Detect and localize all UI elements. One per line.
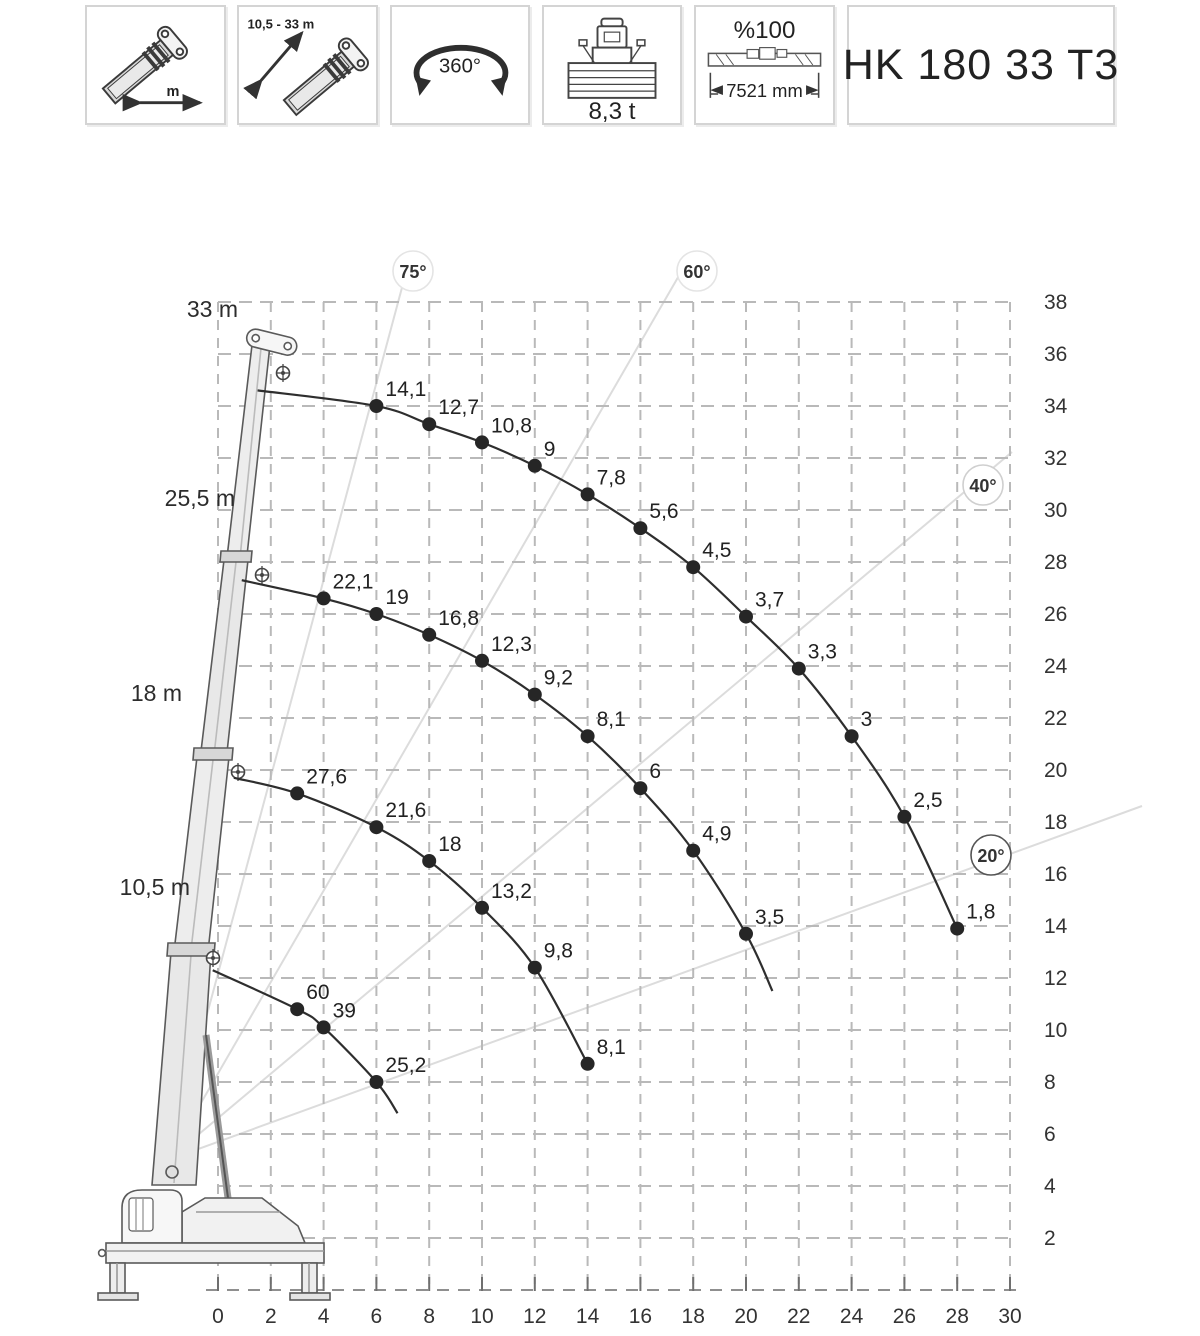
load-label: 25,2 (385, 1054, 427, 1077)
sheave-icon-1 (256, 566, 269, 584)
radius-unit-label: m (166, 83, 180, 100)
load-label: 3 (860, 708, 873, 732)
superstructure (182, 1198, 305, 1243)
outrigger-pad-left (98, 1293, 138, 1300)
angle-label-60: 60° (683, 262, 711, 282)
x-tick-label-4: 4 (317, 1305, 330, 1328)
load-point (290, 786, 304, 800)
boom-length-label-1: 25,5 m (164, 485, 235, 511)
y-tick-label-10: 10 (1044, 1019, 1068, 1042)
load-label: 18 (438, 833, 462, 856)
load-point (528, 688, 542, 702)
boom-length-range-label: 10,5 - 33 m (247, 16, 315, 32)
y-tick-label-26: 26 (1044, 603, 1068, 626)
x-tick-label-22: 22 (787, 1305, 811, 1328)
carrier-chassis (106, 1243, 324, 1263)
load-label: 10,8 (491, 414, 532, 438)
y-tick-label-18: 18 (1044, 811, 1068, 834)
load-label: 4,5 (702, 539, 732, 563)
load-label: 21,6 (385, 799, 427, 823)
load-point (633, 521, 647, 535)
load-label: 1,8 (966, 900, 996, 924)
y-tick-label-6: 6 (1044, 1123, 1056, 1146)
crane-model-name: HK 180 33 T3 (842, 40, 1120, 89)
x-tick-label-16: 16 (628, 1305, 653, 1328)
boom-section-3 (200, 560, 248, 757)
x-tick-label-2: 2 (264, 1305, 277, 1328)
capacity-curve-105m (213, 970, 427, 1113)
x-tick-label-26: 26 (892, 1305, 917, 1328)
angle-ray-40 (168, 452, 1012, 1160)
boom-length-label-0: 33 m (186, 296, 238, 322)
load-point (581, 1057, 595, 1071)
x-tick-label-6: 6 (370, 1305, 383, 1328)
load-label: 13,2 (491, 879, 532, 903)
load-label: 60 (306, 981, 330, 1005)
load-point (897, 810, 911, 824)
x-tick-label-0: 0 (212, 1305, 224, 1328)
load-label: 12,3 (491, 632, 532, 656)
load-point (792, 662, 806, 676)
load-point (686, 560, 700, 574)
boom-length-label-2: 18 m (130, 680, 182, 706)
load-label: 39 (332, 999, 356, 1023)
boom-section-4 (227, 345, 270, 560)
x-tick-label-12: 12 (523, 1305, 547, 1328)
y-tick-label-20: 20 (1044, 759, 1068, 782)
load-label: 27,6 (306, 765, 348, 789)
x-tick-label-24: 24 (839, 1305, 864, 1328)
load-label: 5,6 (649, 500, 679, 524)
angle-label-20: 20° (977, 846, 1005, 866)
outrigger-span-label: 7521 mm (726, 79, 803, 101)
load-point (950, 922, 964, 936)
y-tick-label-34: 34 (1044, 395, 1068, 418)
load-point (422, 628, 436, 642)
boom-collar-1 (220, 551, 252, 562)
load-label: 3,7 (755, 588, 785, 612)
x-tick-label-20: 20 (734, 1305, 758, 1328)
y-tick-label-14: 14 (1044, 915, 1068, 938)
load-label: 9,8 (543, 939, 574, 963)
load-label: 14,1 (385, 378, 427, 401)
load-point (581, 487, 595, 501)
y-tick-label-30: 30 (1044, 499, 1068, 522)
counterweight-mass-label: 8,3 t (588, 98, 636, 123)
load-point (290, 1002, 304, 1016)
load-label: 9,2 (543, 666, 574, 690)
load-point (739, 610, 753, 624)
load-point (845, 729, 859, 743)
y-tick-label-2: 2 (1044, 1227, 1056, 1250)
y-tick-label-22: 22 (1044, 707, 1068, 730)
boom-section-1 (152, 952, 211, 1185)
load-point (317, 1020, 331, 1034)
load-label: 19 (385, 586, 409, 609)
chart-grid (206, 302, 1016, 1291)
x-tick-label-14: 14 (575, 1305, 600, 1328)
boom-length-label-3: 10,5 m (119, 874, 190, 900)
load-label: 4,9 (702, 822, 732, 846)
load-label: 3,3 (807, 640, 838, 664)
x-tick-label-30: 30 (998, 1305, 1022, 1328)
load-label: 2,5 (913, 788, 943, 812)
load-point (422, 854, 436, 868)
outrigger-pad-right (290, 1293, 330, 1300)
load-label: 8,1 (596, 708, 626, 732)
y-tick-label-28: 28 (1044, 551, 1068, 574)
boom-collar-2 (193, 748, 233, 760)
load-point (422, 417, 436, 431)
load-point (528, 459, 542, 473)
y-tick-label-32: 32 (1044, 447, 1068, 470)
load-point (581, 729, 595, 743)
y-tick-label-38: 38 (1044, 291, 1068, 314)
load-point (369, 820, 383, 834)
load-point (686, 844, 700, 858)
sheave-icon-0 (277, 364, 290, 382)
angle-label-40: 40° (969, 476, 997, 496)
load-point (528, 961, 542, 975)
load-label: 22,1 (332, 570, 374, 594)
x-tick-label-8: 8 (423, 1305, 436, 1328)
y-tick-label-16: 16 (1044, 863, 1068, 886)
angle-label-75: 75° (399, 262, 427, 282)
load-point (475, 901, 489, 915)
load-point (369, 399, 383, 413)
load-label: 8,1 (596, 1035, 626, 1059)
load-point (475, 435, 489, 449)
x-tick-label-10: 10 (470, 1305, 494, 1328)
y-tick-label-12: 12 (1044, 967, 1068, 990)
boom-angle-rays (168, 254, 1142, 1160)
load-point (369, 1075, 383, 1089)
load-point (633, 781, 647, 795)
crane-drawing (98, 327, 330, 1300)
load-label: 3,5 (755, 905, 785, 929)
load-point (475, 654, 489, 668)
load-label: 9 (543, 437, 556, 461)
load-point (739, 927, 753, 941)
load-label: 12,7 (438, 396, 480, 420)
load-label: 7,8 (596, 466, 626, 490)
x-tick-label-18: 18 (681, 1305, 705, 1328)
rotation-angle-label: 360° (439, 55, 481, 78)
capacity-curve-33m (258, 378, 996, 936)
load-point (317, 591, 331, 605)
y-tick-label-4: 4 (1044, 1175, 1056, 1198)
load-label: 16,8 (438, 606, 480, 630)
y-tick-label-24: 24 (1044, 655, 1068, 678)
load-label: 6 (649, 760, 662, 784)
load-point (369, 607, 383, 621)
x-tick-label-28: 28 (945, 1305, 969, 1328)
y-tick-label-8: 8 (1044, 1071, 1056, 1094)
capacity-curves (213, 378, 996, 1113)
outrigger-percent-label: %100 (733, 16, 796, 44)
y-tick-label-36: 36 (1044, 343, 1068, 366)
